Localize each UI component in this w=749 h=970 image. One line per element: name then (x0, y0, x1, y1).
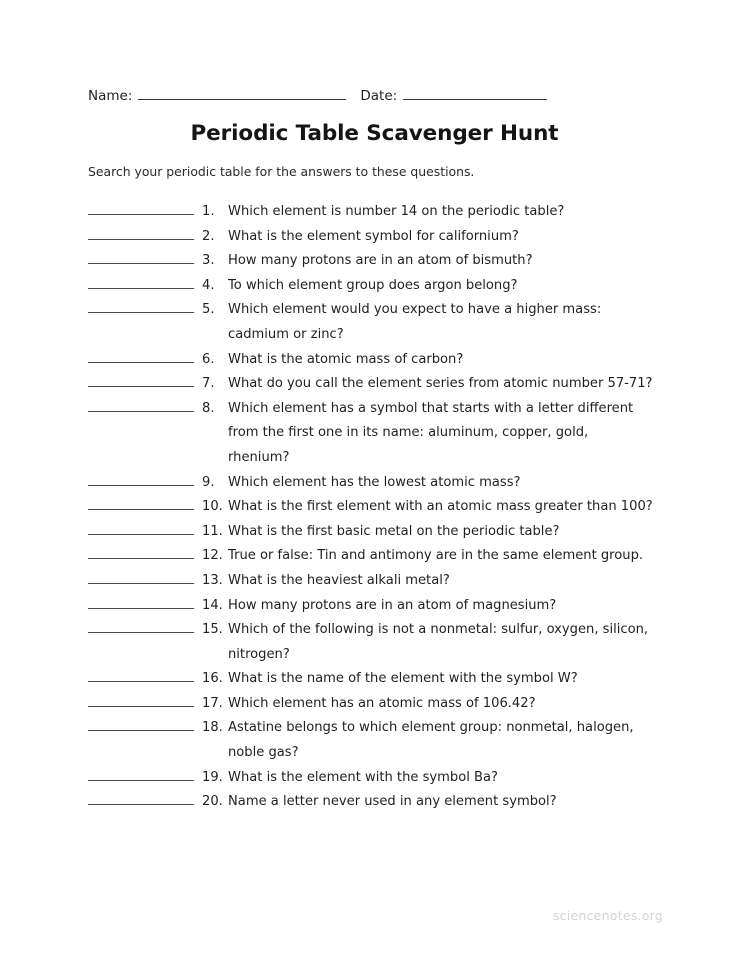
question-text: What is the atomic mass of carbon? (228, 351, 464, 367)
question-text: Which element would you expect to have a higher mass: (228, 302, 602, 318)
question-number: 2. (202, 228, 215, 244)
answer-blank-line[interactable] (88, 780, 194, 781)
question-continuation-line: nitrogen? (228, 646, 290, 662)
answer-blank-line[interactable] (88, 509, 194, 510)
answer-blank-line[interactable] (88, 239, 194, 240)
question-number: 18. (202, 720, 223, 736)
answer-blank-line[interactable] (88, 608, 194, 609)
question-text: What do you call the element series from atomic number 57-71? (228, 376, 653, 392)
question-number: 1. (202, 204, 215, 219)
question-first-line (202, 495, 688, 520)
page-title: Periodic Table Scavenger Hunt (190, 121, 559, 146)
question-text: To which element group does argon belong? (228, 277, 518, 293)
question-text: What is the element with the symbol Ba? (228, 769, 498, 785)
question-number: 9. (202, 474, 215, 490)
question-row (88, 692, 688, 717)
question-row (88, 471, 688, 496)
question-number: 16. (202, 671, 223, 687)
question-first-line (202, 692, 688, 717)
question-text: Which element is number 14 on the periodic table? (228, 204, 565, 219)
question-continuation-line: from the first one in its name: aluminum, copper, gold, (228, 425, 589, 441)
question-number: 5. (202, 302, 215, 318)
answer-blank-line[interactable] (88, 558, 194, 559)
question-first-line (202, 569, 688, 594)
question-row (88, 766, 688, 791)
question-first-line (202, 766, 688, 791)
question-text: Which element has a symbol that starts with a letter different (228, 400, 634, 416)
question-list (88, 200, 688, 815)
instruction-text: Search your periodic table for the answers to these questions. (88, 164, 475, 179)
answer-blank-line[interactable] (88, 804, 194, 805)
question-number: 3. (202, 253, 215, 269)
question-first-line (202, 200, 688, 225)
question-row (88, 790, 688, 815)
answer-blank-line[interactable] (88, 263, 194, 264)
question-row (88, 372, 688, 397)
question-number: 10. (202, 499, 223, 515)
question-text: What is the heaviest alkali metal? (228, 572, 450, 588)
question-row (88, 348, 688, 373)
question-first-line (202, 594, 688, 619)
question-text: Which element has the lowest atomic mass? (228, 474, 521, 490)
answer-blank-line[interactable] (88, 534, 194, 535)
question-row (88, 495, 688, 520)
answer-blank-line[interactable] (88, 706, 194, 707)
name-date-row (88, 86, 600, 105)
question-continuation-line: rhenium? (228, 449, 290, 465)
question-text: Which of the following is not a nonmetal: sulfur, oxygen, silicon, (228, 622, 649, 638)
question-first-line (202, 618, 688, 643)
question-first-line (202, 544, 688, 569)
answer-blank-line[interactable] (88, 386, 194, 387)
question-row (88, 397, 688, 471)
answer-blank-line[interactable] (88, 485, 194, 486)
question-text: What is the first basic metal on the periodic table? (228, 523, 560, 539)
question-number: 11. (202, 523, 223, 539)
question-number: 13. (202, 572, 223, 588)
question-number: 14. (202, 597, 223, 613)
question-row (88, 520, 688, 545)
question-row (88, 594, 688, 619)
question-number: 12. (202, 548, 223, 564)
answer-blank-line[interactable] (88, 632, 194, 633)
question-text: What is the name of the element with the symbol W? (228, 671, 578, 687)
question-text: What is the element symbol for californium? (228, 228, 519, 244)
question-number: 15. (202, 622, 223, 638)
question-first-line (202, 249, 688, 274)
answer-blank-line[interactable] (88, 288, 194, 289)
question-first-line (202, 397, 688, 422)
question-number: 8. (202, 400, 215, 416)
question-first-line (202, 520, 688, 545)
question-number: 4. (202, 277, 215, 293)
question-first-line (202, 790, 688, 815)
answer-blank-line[interactable] (88, 411, 194, 412)
question-first-line (202, 348, 688, 373)
question-first-line (202, 471, 688, 496)
question-row (88, 667, 688, 692)
question-row (88, 544, 688, 569)
answer-blank-line[interactable] (88, 583, 194, 584)
question-row (88, 716, 688, 765)
question-text: How many protons are in an atom of bismuth? (228, 253, 533, 269)
question-first-line (202, 274, 688, 299)
answer-blank-line[interactable] (88, 312, 194, 313)
question-row (88, 618, 688, 667)
question-text: True or false: Tin and antimony are in the same element group. (228, 548, 644, 564)
question-text: Which element has an atomic mass of 106.42? (228, 695, 536, 711)
question-number: 17. (202, 695, 223, 711)
question-number: 7. (202, 376, 215, 392)
question-number: 20. (202, 794, 223, 810)
question-text: What is the first element with an atomic mass greater than 100? (228, 499, 653, 515)
answer-blank-line[interactable] (88, 362, 194, 363)
question-text: Astatine belongs to which element group: nonmetal, halogen, (228, 720, 634, 736)
question-continuation-line: cadmium or zinc? (228, 326, 344, 342)
question-first-line (202, 225, 688, 250)
question-row (88, 274, 688, 299)
question-continuation-line: noble gas? (228, 745, 299, 761)
footer-attribution: sciencenotes.org (552, 908, 663, 923)
question-number: 19. (202, 769, 223, 785)
question-row (88, 569, 688, 594)
question-row (88, 298, 688, 347)
question-number: 6. (202, 351, 215, 367)
name-label: Name: (88, 88, 133, 104)
answer-blank-line[interactable] (88, 681, 194, 682)
question-first-line (202, 298, 688, 323)
question-text: How many protons are in an atom of magnesium? (228, 597, 557, 613)
date-label: Date: (360, 88, 398, 104)
question-row (88, 200, 688, 225)
answer-blank-line[interactable] (88, 730, 194, 731)
name-blank-line[interactable] (138, 86, 346, 100)
question-row (88, 249, 688, 274)
question-text: Name a letter never used in any element symbol? (228, 794, 557, 810)
question-row (88, 225, 688, 250)
question-first-line (202, 372, 688, 397)
answer-blank-line[interactable] (88, 214, 194, 215)
question-first-line (202, 716, 688, 741)
date-blank-line[interactable] (403, 86, 547, 100)
question-first-line (202, 667, 688, 692)
